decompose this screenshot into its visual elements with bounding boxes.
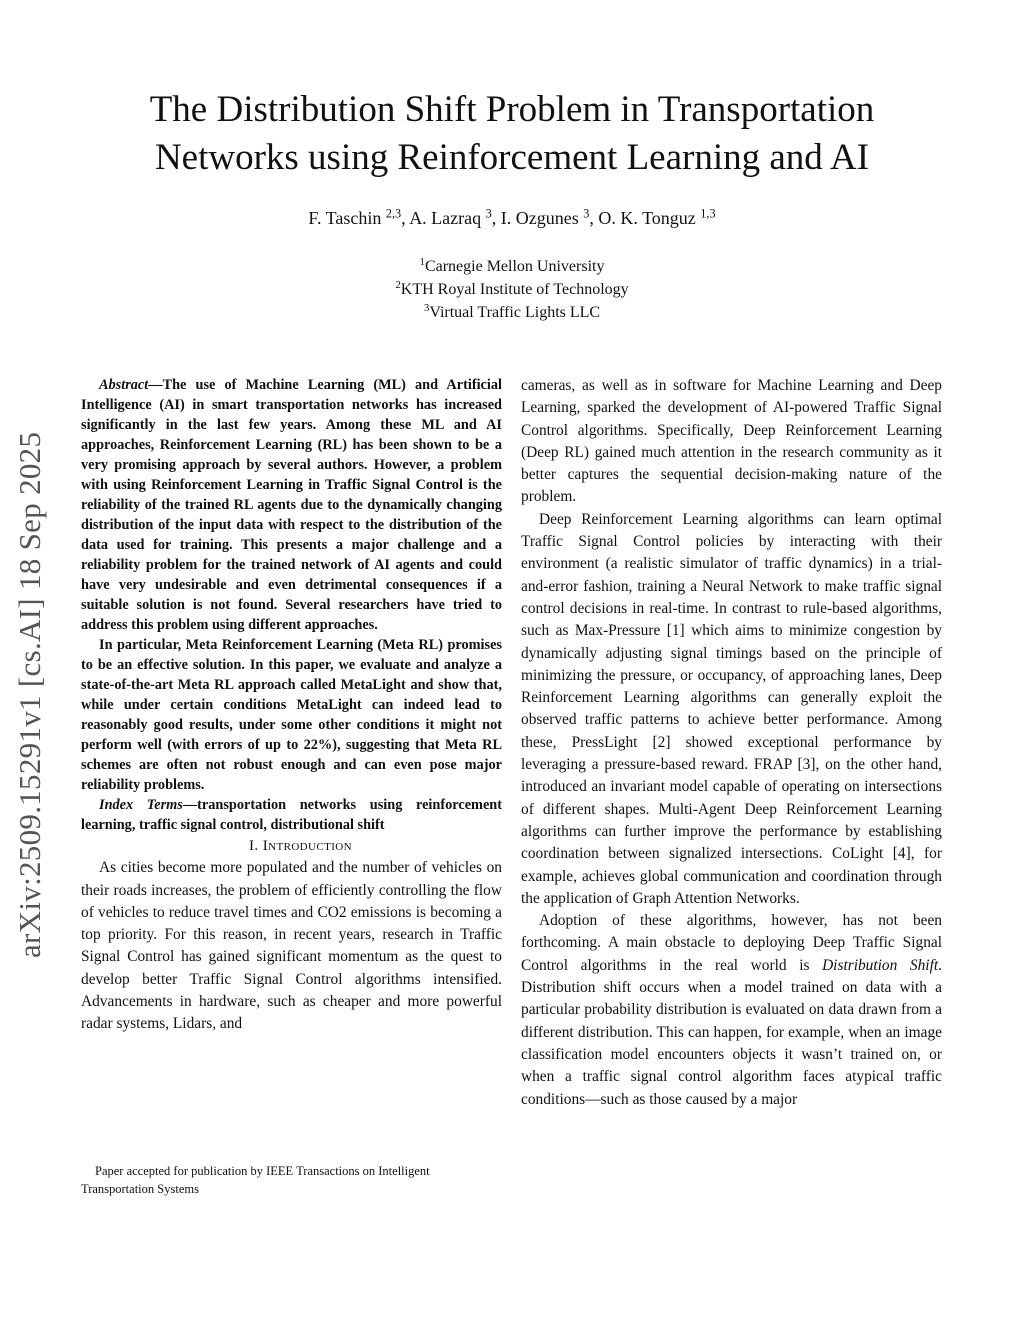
paper-title-line-1: The Distribution Shift Problem in Transportation: [149, 89, 875, 130]
abstract-text-1: The use of Machine Learning (ML) and Artificial Intelligence (AI) in smart transportation networks has increased significantly in the last few years. Among these ML and AI approaches, Reinforcement Learning (RL) has been shown to be a very promising approach by several authors. However, a problem with using Reinforcement Learning in Traffic Signal Control is the reliability of the trained RL agents due to the dynamically changing distribution of the input data with respect to the distribution of the data used for training. This presents a major challenge and a reliability problem for the trained network of AI agents and could have very undesirable and even detrimental consequences if a suitable solution is not found. Several researchers have tried to address this problem using different approaches.: [81, 377, 502, 633]
author-name: I. Ozgunes: [500, 208, 579, 228]
abstract-block: [81, 375, 502, 835]
intro-paragraph-1: As cities become more populated and the number of vehicles on their roads increases, the problem of efficiently controlling the flow of vehicles to reduce travel times and CO2 emissions is becoming a top priority. For this reason, in recent years, research in Traffic Signal Control has gained significant momentum as the quest to develop better Traffic Signal Control algorithms intensified. Advancements in hardware, such as cheaper and more powerful radar systems, Lidars, and: [81, 859, 502, 1033]
abstract-paragraph-1: [81, 375, 502, 635]
distribution-shift-term: Distribution Shift: [822, 956, 939, 974]
body-paragraph-deep-rl: Deep Reinforcement Learning algorithms can learn optimal Traffic Signal Control policies by interacting with their environment (a realistic simulator of traffic dynamics) in a trial-and-error fashion, training a Neural Network to make traffic signal control decisions in real-time. In contrast to rule-based algorithms, such as Max-Pressure [1] which aims to minimize congestion by dynamically adjusting signal timings based on the principle of minimizing the pressure, or occupancy, of approaching lanes, Deep Reinforcement Learning algorithms can generally exploit the observed traffic patterns to achieve better performance. Among these, PressLight [2] showed exceptional performance by leveraging a pressure-based reward. FRAP [3], on the other hand, introduced an invariant model capable of operating on intersections of different shapes. Multi-Agent Deep Reinforcement Learning algorithms can further improve the performance by establishing coordination between signalized intersections. CoLight [4], for example, achieves global communication and coordination through the application of Graph Attention Networks.: [521, 510, 942, 907]
distribution-shift-text-b: . Distribution shift occurs when a model trained on data with a particular probability distribution is evaluated on data drawn from a different distribution. This can happen, for example, when an image classification model encounters objects it wasn’t trained on, or when a traffic signal control algorithm faces atypical traffic conditions—such as those caused by a major: [521, 956, 942, 1108]
abstract-paragraph-2: In particular, Meta Reinforcement Learning (Meta RL) promises to be an effective solution. In this paper, we evaluate and analyze a state-of-the-art Meta RL approach called MetaLight and show that, while under certain conditions MetaLight can indeed lead to reasonably good results, under some other conditions it might not perform well (with errors of up to 22%), suggesting that Meta RL schemes are often not robust enough and can even pose major reliability problems.: [81, 637, 502, 793]
section-title: Introduction: [262, 838, 352, 854]
author-name: O. K. Tonguz: [598, 208, 696, 228]
section-heading-introduction: [81, 835, 502, 857]
affiliation-number: 3: [423, 302, 430, 315]
author-list: [60, 205, 964, 231]
affiliation-name: KTH Royal Institute of Technology: [400, 281, 629, 298]
affiliation-number: 2: [395, 279, 401, 292]
author-separator: ,: [491, 208, 501, 228]
affiliation-item: [60, 301, 964, 324]
author-name: F. Taschin: [308, 208, 382, 228]
distribution-shift-text-a: Adoption of these algorithms, however, has not been forthcoming. A main obstacle to deploying Deep Traffic Signal Control algorithms in the real world is: [521, 912, 942, 974]
footnote-line-1: Paper accepted for publication by IEEE Transactions on Intelligent: [95, 1164, 430, 1178]
author-affiliation-mark: 2,3: [385, 206, 402, 221]
abstract-dash: —: [148, 377, 163, 393]
left-column: [81, 375, 502, 1036]
footnote: [81, 1162, 502, 1198]
affiliation-list: [60, 255, 964, 324]
index-terms-dash: —: [182, 797, 198, 813]
body-paragraph-distribution-shift: [521, 910, 942, 1111]
affiliation-item: [60, 255, 964, 278]
index-terms-label: Index Terms: [99, 797, 183, 813]
right-column: [521, 375, 942, 1111]
author-affiliation-mark: 1,3: [700, 206, 716, 221]
paper-title: [60, 86, 964, 182]
affiliation-number: 1: [419, 256, 425, 269]
abstract-label: Abstract: [99, 377, 149, 393]
author-name: A. Lazraq: [409, 208, 482, 228]
affiliation-item: [60, 278, 964, 301]
index-terms-text: transportation networks using reinforcement learning, traffic signal control, distributional shift: [81, 797, 503, 833]
arxiv-identifier: arXiv:2509.15291v1 [cs.AI] 18 Sep 2025: [12, 431, 47, 958]
author-affiliation-mark: 3: [485, 206, 492, 221]
body-paragraph-continued: cameras, as well as in software for Machine Learning and Deep Learning, sparked the development of AI-powered Traffic Signal Control algorithms. Specifically, Deep Reinforcement Learning (Deep RL) gained much attention in the research community as it better captures the sequential decision-making nature of the problem.: [521, 377, 942, 506]
author-separator: ,: [401, 208, 410, 228]
affiliation-name: Carnegie Mellon University: [424, 258, 605, 275]
footnote-line-2: Transportation Systems: [81, 1182, 199, 1196]
author-affiliation-mark: 3: [583, 206, 590, 221]
author-separator: ,: [589, 208, 599, 228]
section-numeral: I.: [249, 838, 259, 854]
paper-title-line-2: Networks using Reinforcement Learning and AI: [154, 137, 870, 178]
index-terms: [81, 795, 502, 835]
affiliation-name: Virtual Traffic Lights LLC: [429, 304, 601, 321]
